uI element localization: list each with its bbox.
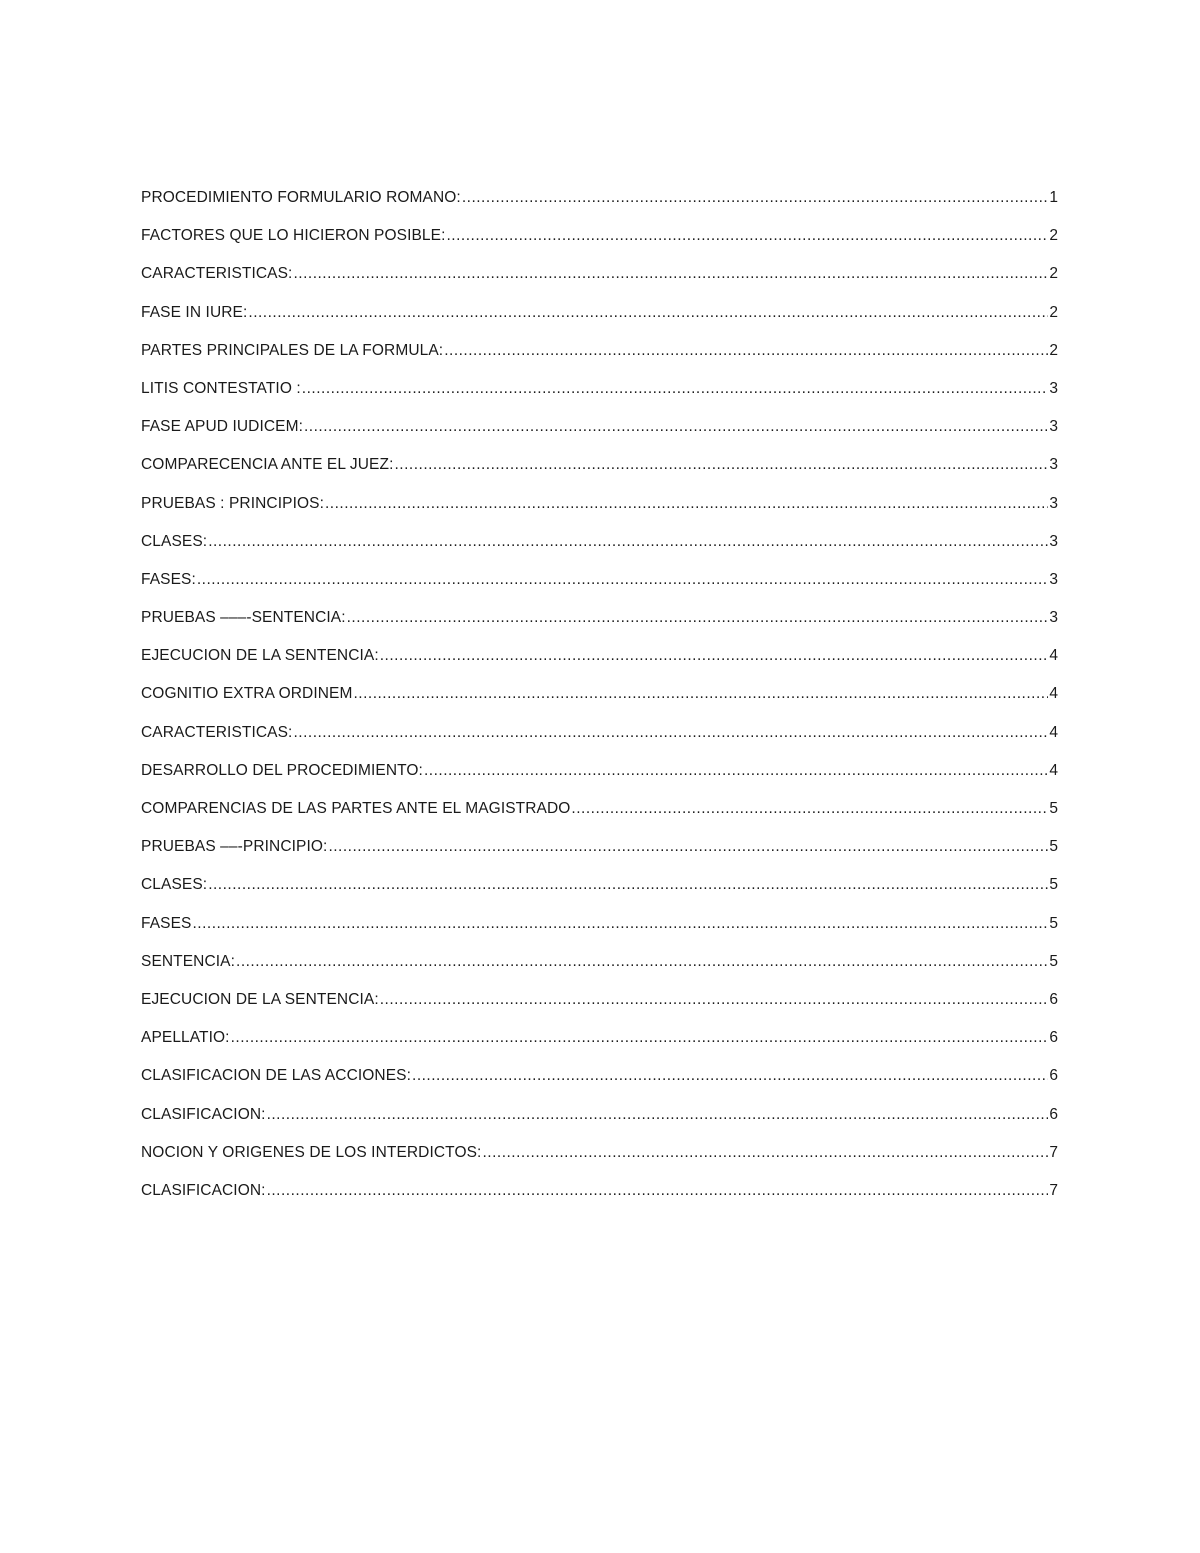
toc-entry-title: PRUEBAS ––-PRINCIPIO: [141,838,328,856]
toc-entry[interactable] [141,418,1058,456]
toc-entry[interactable] [141,1106,1058,1144]
toc-entry-page-number: 7 [1049,1181,1058,1199]
toc-entry[interactable] [141,647,1058,685]
toc-entry-title: CLASIFICACION DE LAS ACCIONES: [141,1067,412,1085]
toc-entry[interactable] [141,342,1058,380]
toc-dot-leader [236,953,1048,971]
toc-entry[interactable] [141,533,1058,571]
toc-entry[interactable] [141,762,1058,800]
toc-entry-page-number: 3 [1049,456,1058,474]
toc-dot-leader [571,800,1048,818]
toc-entry[interactable] [141,380,1058,418]
toc-entry[interactable] [141,991,1058,1029]
toc-entry-title: LITIS CONTESTATIO : [141,379,301,397]
toc-entry[interactable] [141,1144,1058,1182]
toc-entry[interactable] [141,1029,1058,1067]
toc-entry[interactable] [141,800,1058,838]
toc-entry-title: DESARROLLO DEL PROCEDIMIENTO: [141,761,423,779]
toc-entry-page-number: 3 [1049,379,1058,397]
toc-entry[interactable] [141,1182,1058,1220]
toc-dot-leader [208,533,1048,551]
toc-entry-title: CLASES: [141,876,208,894]
toc-entry-title: CARACTERISTICAS: [141,723,293,741]
toc-entry-title: CARACTERISTICAS: [141,265,293,283]
toc-entry-page-number: 2 [1049,341,1058,359]
toc-entry-title: PRUEBAS : PRINCIPIOS: [141,494,324,512]
toc-entry[interactable] [141,876,1058,914]
toc-entry-title: FASE APUD IUDICEM: [141,418,303,436]
toc-entry[interactable] [141,915,1058,953]
toc-dot-leader [197,571,1049,589]
toc-dot-leader [328,838,1048,856]
toc-entry-title: FASE IN IURE: [141,303,248,321]
toc-entry-page-number: 6 [1049,1067,1058,1085]
toc-entry-page-number: 3 [1049,418,1058,436]
toc-dot-leader [424,762,1048,780]
toc-entry[interactable] [141,265,1058,303]
toc-entry-page-number: 3 [1049,609,1058,627]
toc-entry[interactable] [141,609,1058,647]
toc-entry-title: COMPARENCIAS DE LAS PARTES ANTE EL MAGISTRADO [141,800,571,817]
toc-entry-title: COGNITIO EXTRA ORDINEM [141,685,353,703]
table-of-contents [141,189,1058,1220]
toc-entry-title: EJECUCION DE LA SENTENCIA: [141,990,379,1008]
toc-entry-title: CLASES: [141,532,208,550]
toc-dot-leader [380,991,1049,1009]
toc-entry[interactable] [141,685,1058,723]
toc-dot-leader [380,647,1049,665]
toc-dot-leader [267,1182,1049,1200]
toc-entry-page-number: 4 [1049,685,1058,703]
toc-entry-page-number: 5 [1049,914,1058,932]
toc-entry-title: SENTENCIA: [141,952,236,970]
toc-dot-leader [394,456,1048,474]
toc-entry-page-number: 1 [1049,189,1058,206]
toc-entry-page-number: 3 [1049,570,1058,588]
toc-dot-leader [192,915,1048,933]
toc-dot-leader [267,1106,1049,1124]
toc-entry[interactable] [141,571,1058,609]
toc-entry-page-number: 4 [1049,761,1058,779]
toc-dot-leader [446,227,1048,245]
toc-entry-page-number: 6 [1049,1029,1058,1047]
toc-entry[interactable] [141,495,1058,533]
toc-entry-title: PROCEDIMIENTO FORMULARIO ROMANO: [141,189,461,206]
toc-entry-title: NOCION Y ORIGENES DE LOS INTERDICTOS: [141,1143,482,1161]
toc-entry-page-number: 3 [1049,532,1058,550]
toc-dot-leader [412,1067,1048,1085]
toc-dot-leader [325,495,1048,513]
toc-entry-page-number: 5 [1049,838,1058,856]
toc-entry-page-number: 4 [1049,723,1058,741]
toc-entry[interactable] [141,724,1058,762]
toc-entry[interactable] [141,838,1058,876]
toc-dot-leader [208,876,1048,894]
toc-entry-title: FACTORES QUE LO HICIERON POSIBLE: [141,227,446,245]
toc-dot-leader [293,265,1048,283]
toc-entry-title: APELLATIO: [141,1029,230,1047]
toc-entry[interactable] [141,456,1058,494]
toc-entry[interactable] [141,1067,1058,1105]
toc-entry-page-number: 2 [1049,303,1058,321]
toc-entry-title: FASES: [141,570,196,588]
toc-entry-page-number: 5 [1049,952,1058,970]
toc-entry-page-number: 7 [1049,1143,1058,1161]
toc-dot-leader [353,685,1048,703]
toc-dot-leader [248,304,1048,322]
toc-dot-leader [482,1144,1048,1162]
toc-entry-page-number: 5 [1049,876,1058,894]
toc-entry-title: FASES [141,914,192,932]
toc-entry-title: EJECUCION DE LA SENTENCIA: [141,647,379,665]
toc-entry[interactable] [141,189,1058,227]
toc-entry-page-number: 6 [1049,990,1058,1008]
toc-entry-title: CLASIFICACION: [141,1105,266,1123]
toc-entry-page-number: 6 [1049,1105,1058,1123]
toc-entry-page-number: 2 [1049,227,1058,245]
toc-dot-leader [347,609,1049,627]
toc-dot-leader [462,189,1049,207]
toc-entry[interactable] [141,304,1058,342]
toc-entry-title: COMPARECENCIA ANTE EL JUEZ: [141,456,394,474]
toc-entry-page-number: 2 [1049,265,1058,283]
toc-entry[interactable] [141,953,1058,991]
toc-entry-page-number: 3 [1049,494,1058,512]
toc-dot-leader [293,724,1048,742]
toc-entry-title: PARTES PRINCIPALES DE LA FORMULA: [141,341,444,359]
toc-entry-title: PRUEBAS –––-SENTENCIA: [141,609,346,627]
toc-entry[interactable] [141,227,1058,265]
toc-entry-page-number: 5 [1049,800,1058,817]
toc-dot-leader [302,380,1049,398]
toc-dot-leader [231,1029,1049,1047]
toc-entry-title: CLASIFICACION: [141,1181,266,1199]
toc-dot-leader [304,418,1048,436]
toc-dot-leader [444,342,1048,360]
toc-entry-page-number: 4 [1049,647,1058,665]
